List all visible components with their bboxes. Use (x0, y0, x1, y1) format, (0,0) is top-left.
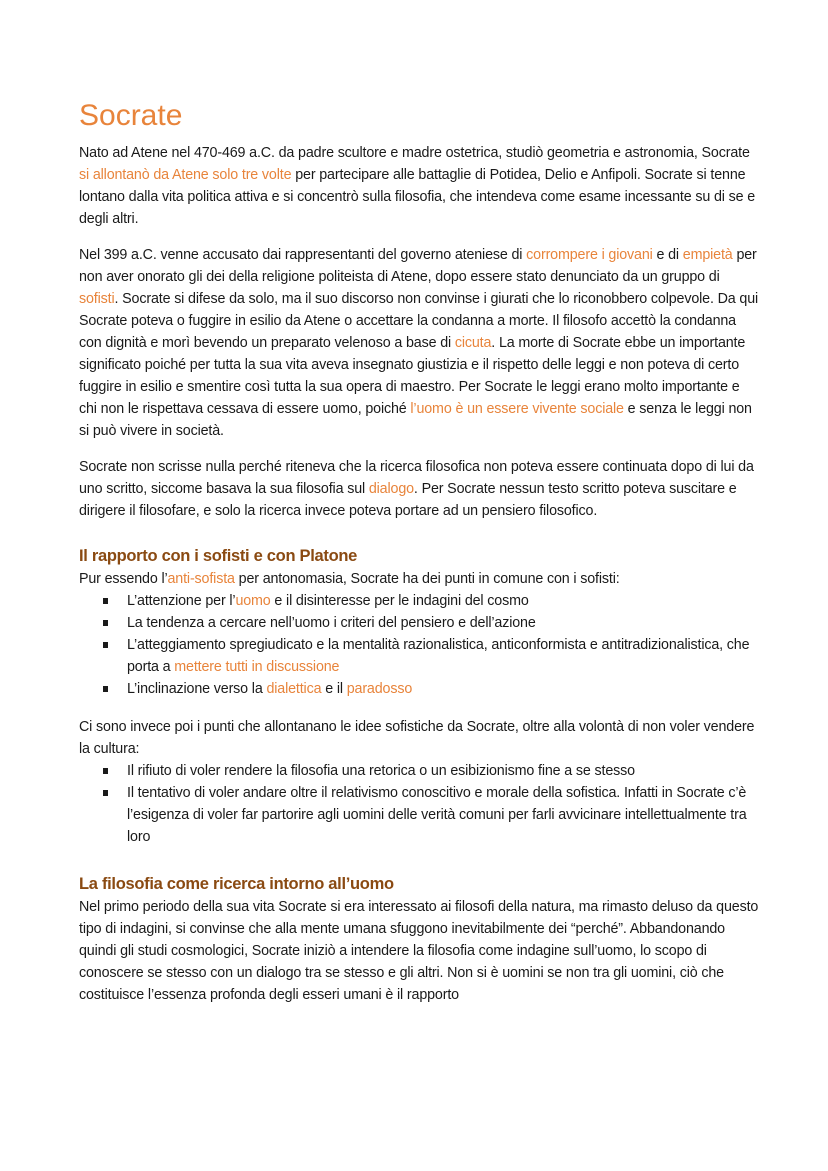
section1-lead-2: Ci sono invece poi i punti che allontanano le idee sofistiche da Socrate, oltre alla volontà di non voler vendere la cultura: (79, 719, 755, 757)
highlight-text: cicuta (454, 335, 492, 351)
common-points-list (79, 590, 759, 700)
square-bullet-icon (103, 686, 108, 692)
intro-paragraph-1 (79, 142, 759, 230)
highlight-text: sofisti (79, 291, 115, 307)
text-run: La tendenza a cercare nell’uomo i criteri del pensiero e dell’azione (127, 615, 536, 631)
highlight-text: dialogo (368, 481, 414, 497)
document-page (79, 96, 759, 1006)
section-heading-filosofia: La filosofia come ricerca intorno all’uomo (79, 875, 394, 893)
text-run: e di (652, 247, 683, 263)
highlight-text: mettere tutti in discussione (174, 659, 340, 675)
text-run: . Per Socrate nessun testo scritto poteva suscitare e dirigere il filosofare, e solo la ricerca invece poteva portare ad un pensiero filosofico. (79, 481, 737, 519)
list-item (79, 678, 759, 700)
square-bullet-icon (103, 642, 108, 648)
text-run: L’attenzione per l’ (127, 593, 236, 609)
text-run: L’atteggiamento spregiudicato e la mentalità razionalistica, anticonformista e antitradizionalistica, che porta a (127, 637, 750, 675)
text-run: Pur essendo l’ (79, 571, 168, 587)
differences-list (79, 760, 759, 848)
text-run: e il disinteresse per le indagini del cosmo (270, 593, 529, 609)
highlight-text: empietà (682, 247, 733, 263)
text-run: . La morte di Socrate ebbe un importante significato poiché per tutta la sua vita aveva insegnato giustizia e il rispetto delle leggi e non poteva di certo fuggire in esilio e smentire così tutta la sua opera di maestro. Per Socrate le leggi erano molto importante e chi non le rispettava cessava di essere uomo, poiché (79, 335, 746, 417)
text-run: e il (321, 681, 347, 697)
square-bullet-icon (103, 768, 108, 774)
list-item (79, 634, 759, 678)
highlight-text: uomo (235, 593, 271, 609)
highlight-text: dialettica (266, 681, 322, 697)
square-bullet-icon (103, 790, 108, 796)
square-bullet-icon (103, 598, 108, 604)
document-title: Socrate (79, 99, 183, 132)
highlight-text: anti-sofista (167, 571, 235, 587)
section2-body: Nel primo periodo della sua vita Socrate si era interessato ai filosofi della natura, ma rimasto deluso da questo tipo di indagini, si convinse che alla mente umana sfuggono inevitabilmente dei “perché”. Abbandonando quindi gli studi cosmologici, Socrate iniziò a intendere la filosofia come indagine sull’uomo, lo scopo di conoscere se stesso con un dialogo tra se stesso e gli altri. Non si è uomini se non tra gli uomini, ciò che costituisce l’essenza profonda degli esseri umani è il rapporto (79, 899, 759, 1003)
text-run: . Socrate si difese da solo, ma il suo discorso non convinse i giurati che lo riconobbero colpevole. Da qui Socrate poteva o fuggire in esilio da Atene o accettare la condanna a morte. Il filosofo accettò la condanna con dignità e morì bevendo un preparato velenoso a base di (79, 291, 759, 351)
text-run: Il rifiuto di voler rendere la filosofia una retorica o un esibizionismo fine a se stesso (127, 763, 635, 779)
intro-paragraph-3 (79, 456, 759, 522)
highlight-text: si allontanò da Atene solo tre volte (79, 167, 292, 183)
intro-paragraph-2 (79, 244, 759, 442)
text-run: Nato ad Atene nel 470-469 a.C. da padre scultore e madre ostetrica, studiò geometria e astronomia, Socrate (79, 145, 750, 161)
text-run: per antonomasia, Socrate ha dei punti in comune con i sofisti: (234, 571, 620, 587)
highlight-text: paradosso (346, 681, 413, 697)
square-bullet-icon (103, 620, 108, 626)
text-run: Nel 399 a.C. venne accusato dai rappresentanti del governo ateniese di (79, 247, 527, 263)
section-heading-sofisti: Il rapporto con i sofisti e con Platone (79, 547, 358, 565)
text-run: Il tentativo di voler andare oltre il relativismo conoscitivo e morale della sofistica. Infatti in Socrate c’è l’esigenza di voler far partorire agli uomini delle verità comuni per farli avvicinare intellettualmente tra loro (127, 785, 747, 845)
list-item (79, 782, 759, 848)
text-run: per non aver onorato gli dei della religione politeista di Atene, dopo essere stato denunciato da un gruppo di (79, 247, 757, 285)
text-run: e senza le leggi non si può vivere in società. (79, 401, 752, 439)
highlight-text: corrompere i giovani (526, 247, 653, 263)
list-item (79, 590, 759, 612)
section1-lead (79, 568, 759, 590)
text-run: per partecipare alle battaglie di Potidea, Delio e Anfipoli. Socrate si tenne lontano dalla vita politica attiva e si concentrò sulla filosofia, che intendeva come esame incessante su di se e degli altri. (79, 167, 756, 227)
list-item (79, 760, 759, 782)
list-item (79, 612, 759, 634)
text-run: Socrate non scrisse nulla perché riteneva che la ricerca filosofica non poteva essere continuata dopo di lui da uno scritto, siccome basava la sua filosofia sul (79, 459, 754, 497)
highlight-text: l’uomo è un essere vivente sociale (410, 401, 624, 417)
text-run: L’inclinazione verso la (127, 681, 267, 697)
